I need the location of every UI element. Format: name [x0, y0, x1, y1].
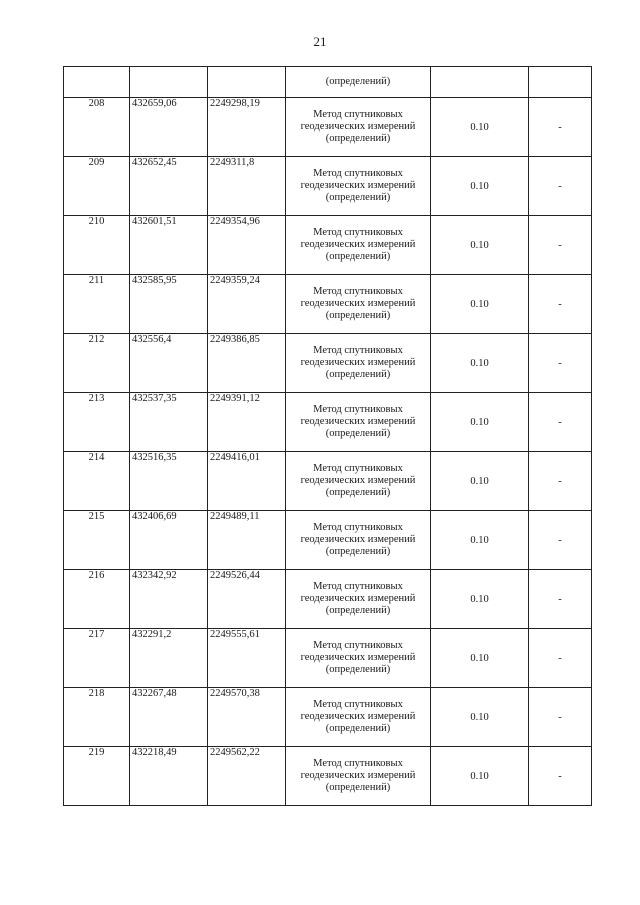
method-line: Метод спутниковых — [313, 109, 403, 120]
coordinate-y-cell: 2249386,85 — [208, 334, 286, 393]
table-row — [64, 452, 592, 511]
table-row — [64, 570, 592, 629]
coordinates-table — [63, 66, 592, 806]
method-cell — [286, 452, 431, 511]
method-line: Метод спутниковых — [313, 168, 403, 179]
note-cell: - — [529, 452, 592, 511]
accuracy-cell: 0.10 — [431, 511, 529, 570]
point-number-cell: 211 — [64, 275, 130, 334]
accuracy-cell: 0.10 — [431, 629, 529, 688]
method-line: (определений) — [325, 664, 391, 675]
table-row — [64, 275, 592, 334]
method-cell — [286, 275, 431, 334]
point-number-cell: 216 — [64, 570, 130, 629]
table-row — [64, 688, 592, 747]
accuracy-cell: 0.10 — [431, 157, 529, 216]
method-line: геодезических измерений — [300, 121, 416, 132]
coordinate-x-cell: 432652,45 — [130, 157, 208, 216]
table-row — [64, 511, 592, 570]
continuation-cell-num — [64, 67, 130, 98]
note-cell: - — [529, 570, 592, 629]
accuracy-cell: 0.10 — [431, 334, 529, 393]
method-line: (определений) — [325, 782, 391, 793]
method-cell — [286, 747, 431, 806]
table-row — [64, 157, 592, 216]
point-number-cell: 213 — [64, 393, 130, 452]
coordinate-y-cell: 2249555,61 — [208, 629, 286, 688]
note-cell: - — [529, 216, 592, 275]
method-line: (определений) — [325, 192, 391, 203]
method-line: Метод спутниковых — [313, 522, 403, 533]
point-number-cell: 215 — [64, 511, 130, 570]
method-cell — [286, 98, 431, 157]
table-row — [64, 393, 592, 452]
method-line: Метод спутниковых — [313, 758, 403, 769]
method-line: геодезических измерений — [300, 475, 416, 486]
continuation-cell-x — [130, 67, 208, 98]
coordinate-x-cell: 432291,2 — [130, 629, 208, 688]
accuracy-cell: 0.10 — [431, 98, 529, 157]
continuation-cell-y — [208, 67, 286, 98]
coordinate-x-cell: 432585,95 — [130, 275, 208, 334]
method-line: геодезических измерений — [300, 770, 416, 781]
method-line: Метод спутниковых — [313, 640, 403, 651]
note-cell: - — [529, 629, 592, 688]
coordinate-y-cell: 2249311,8 — [208, 157, 286, 216]
table-row — [64, 747, 592, 806]
method-line: геодезических измерений — [300, 416, 416, 427]
method-line: Метод спутниковых — [313, 404, 403, 415]
coordinate-y-cell: 2249416,01 — [208, 452, 286, 511]
note-cell: - — [529, 747, 592, 806]
coordinate-y-cell: 2249570,38 — [208, 688, 286, 747]
coordinate-x-cell: 432556,4 — [130, 334, 208, 393]
method-cell — [286, 216, 431, 275]
table-row — [64, 98, 592, 157]
accuracy-cell: 0.10 — [431, 393, 529, 452]
page-number: 21 — [313, 34, 327, 49]
method-line: Метод спутниковых — [313, 463, 403, 474]
coordinate-x-cell: 432537,35 — [130, 393, 208, 452]
table-row — [64, 334, 592, 393]
point-number-cell: 208 — [64, 98, 130, 157]
coordinate-y-cell: 2249298,19 — [208, 98, 286, 157]
point-number-cell: 217 — [64, 629, 130, 688]
point-number-cell: 209 — [64, 157, 130, 216]
coordinate-x-cell: 432267,48 — [130, 688, 208, 747]
note-cell: - — [529, 688, 592, 747]
coordinate-x-cell: 432342,92 — [130, 570, 208, 629]
method-line: (определений) — [325, 428, 391, 439]
coordinate-x-cell: 432406,69 — [130, 511, 208, 570]
method-cell — [286, 334, 431, 393]
table-row — [64, 629, 592, 688]
method-line: геодезических измерений — [300, 298, 416, 309]
coordinate-y-cell: 2249526,44 — [208, 570, 286, 629]
method-line: Метод спутниковых — [313, 581, 403, 592]
note-cell: - — [529, 275, 592, 334]
method-line: (определений) — [325, 487, 391, 498]
continuation-cell-method: (определений) — [286, 67, 431, 98]
method-cell — [286, 570, 431, 629]
accuracy-cell: 0.10 — [431, 275, 529, 334]
method-line: (определений) — [325, 251, 391, 262]
accuracy-cell: 0.10 — [431, 452, 529, 511]
method-line: геодезических измерений — [300, 652, 416, 663]
continuation-cell-accuracy — [431, 67, 529, 98]
accuracy-cell: 0.10 — [431, 216, 529, 275]
accuracy-cell: 0.10 — [431, 747, 529, 806]
method-line: геодезических измерений — [300, 534, 416, 545]
coordinate-x-cell: 432516,35 — [130, 452, 208, 511]
coordinate-y-cell: 2249562,22 — [208, 747, 286, 806]
method-line: Метод спутниковых — [313, 227, 403, 238]
coordinates-table-body — [64, 67, 592, 806]
method-line: геодезических измерений — [300, 593, 416, 604]
coordinate-y-cell: 2249359,24 — [208, 275, 286, 334]
continuation-cell-note — [529, 67, 592, 98]
method-line: (определений) — [325, 605, 391, 616]
method-line: геодезических измерений — [300, 180, 416, 191]
point-number-cell: 218 — [64, 688, 130, 747]
coordinate-x-cell: 432601,51 — [130, 216, 208, 275]
method-cell — [286, 688, 431, 747]
method-line: геодезических измерений — [300, 357, 416, 368]
coordinate-y-cell: 2249391,12 — [208, 393, 286, 452]
method-cell — [286, 511, 431, 570]
continuation-row — [64, 67, 592, 98]
method-line: (определений) — [325, 723, 391, 734]
point-number-cell: 219 — [64, 747, 130, 806]
method-line: геодезических измерений — [300, 239, 416, 250]
method-cell — [286, 157, 431, 216]
note-cell: - — [529, 98, 592, 157]
accuracy-cell: 0.10 — [431, 570, 529, 629]
note-cell: - — [529, 334, 592, 393]
method-line: (определений) — [325, 310, 391, 321]
point-number-cell: 212 — [64, 334, 130, 393]
coordinate-x-cell: 432218,49 — [130, 747, 208, 806]
method-line: Метод спутниковых — [313, 699, 403, 710]
table-row — [64, 216, 592, 275]
method-line: (определений) — [325, 369, 391, 380]
method-line: геодезических измерений — [300, 711, 416, 722]
point-number-cell: 214 — [64, 452, 130, 511]
method-line: Метод спутниковых — [313, 286, 403, 297]
note-cell: - — [529, 157, 592, 216]
coordinate-y-cell: 2249489,11 — [208, 511, 286, 570]
method-line: (определений) — [325, 133, 391, 144]
method-cell — [286, 393, 431, 452]
coordinate-x-cell: 432659,06 — [130, 98, 208, 157]
point-number-cell: 210 — [64, 216, 130, 275]
coordinate-y-cell: 2249354,96 — [208, 216, 286, 275]
method-line: Метод спутниковых — [313, 345, 403, 356]
method-line: (определений) — [325, 546, 391, 557]
note-cell: - — [529, 511, 592, 570]
note-cell: - — [529, 393, 592, 452]
method-cell — [286, 629, 431, 688]
accuracy-cell: 0.10 — [431, 688, 529, 747]
